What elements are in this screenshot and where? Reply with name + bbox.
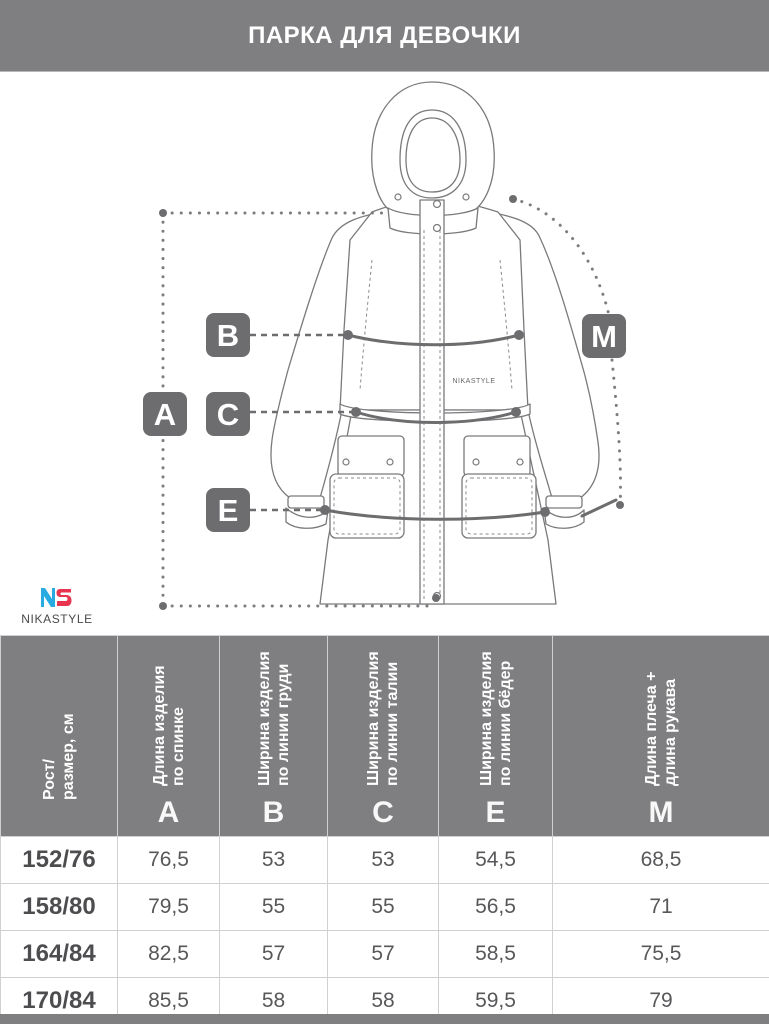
value-b: 53 — [220, 837, 328, 884]
header-letter-a: A — [157, 796, 180, 829]
value-m: 79 — [553, 977, 769, 1024]
value-m: 68,5 — [553, 837, 769, 884]
left-cuff — [288, 496, 324, 508]
svg-text:A: A — [153, 397, 177, 432]
marker-c — [206, 392, 250, 436]
value-c: 58 — [328, 977, 439, 1024]
page-title-bar — [0, 0, 769, 71]
marker-m — [582, 314, 626, 358]
header-waist-width: Ширина изделия по линии талии C — [328, 636, 439, 837]
value-c: 57 — [328, 930, 439, 977]
header-letter-e: E — [485, 796, 506, 829]
left-pocket — [330, 474, 404, 538]
value-a: 79,5 — [118, 883, 220, 930]
value-a: 76,5 — [118, 837, 220, 884]
value-m: 71 — [553, 883, 769, 930]
value-e: 56,5 — [439, 883, 553, 930]
value-b: 57 — [220, 930, 328, 977]
marker-b — [206, 313, 250, 357]
left-pocket-flap — [338, 436, 404, 476]
header-chest-width: Ширина изделия по линии груди B — [220, 636, 328, 837]
header-letter-m: M — [648, 796, 674, 829]
header-size: Рост/ размер, см — [1, 636, 118, 837]
value-b: 55 — [220, 883, 328, 930]
bottom-bar — [0, 1014, 769, 1024]
value-b: 58 — [220, 977, 328, 1024]
brand-logo-mark-icon — [40, 586, 72, 608]
value-e: 54,5 — [439, 837, 553, 884]
table-row — [1, 930, 769, 977]
svg-text:M: M — [591, 319, 617, 354]
value-m: 75,5 — [553, 930, 769, 977]
marker-a — [143, 392, 187, 436]
svg-text:E: E — [217, 493, 239, 528]
page-title: ПАРКА ДЛЯ ДЕВОЧКИ — [248, 21, 521, 49]
size-cell: 164/84 — [1, 930, 118, 977]
parka-measurement-diagram — [0, 72, 769, 632]
header-back-length: Длина изделия по спинке A — [118, 636, 220, 837]
header-letter-b: B — [262, 796, 285, 829]
header-letter-c: C — [372, 796, 394, 829]
size-cell: 152/76 — [1, 837, 118, 884]
table-row — [1, 837, 769, 884]
value-c: 55 — [328, 883, 439, 930]
header-hip-width: Ширина изделия по линии бёдер E — [439, 636, 553, 837]
value-c: 53 — [328, 837, 439, 884]
svg-text:B: B — [216, 318, 240, 353]
brand-logo — [12, 586, 102, 630]
size-cell: 158/80 — [1, 883, 118, 930]
brand-logo-text: NIKASTYLE — [21, 612, 93, 626]
size-table — [0, 635, 769, 1024]
value-e: 59,5 — [439, 977, 553, 1024]
value-a: 85,5 — [118, 977, 220, 1024]
value-a: 82,5 — [118, 930, 220, 977]
size-cell: 170/84 — [1, 977, 118, 1024]
header-shoulder-sleeve-length: Длина плеча + длина рукава M — [553, 636, 769, 837]
right-pocket-flap — [464, 436, 530, 476]
right-cuff — [546, 496, 582, 508]
garment-brand-label: NIKASTYLE — [452, 378, 496, 385]
table-row — [1, 883, 769, 930]
value-e: 58,5 — [439, 930, 553, 977]
svg-text:C: C — [216, 397, 240, 432]
right-pocket — [462, 474, 536, 538]
table-header-row — [1, 636, 769, 837]
marker-e — [206, 488, 250, 532]
